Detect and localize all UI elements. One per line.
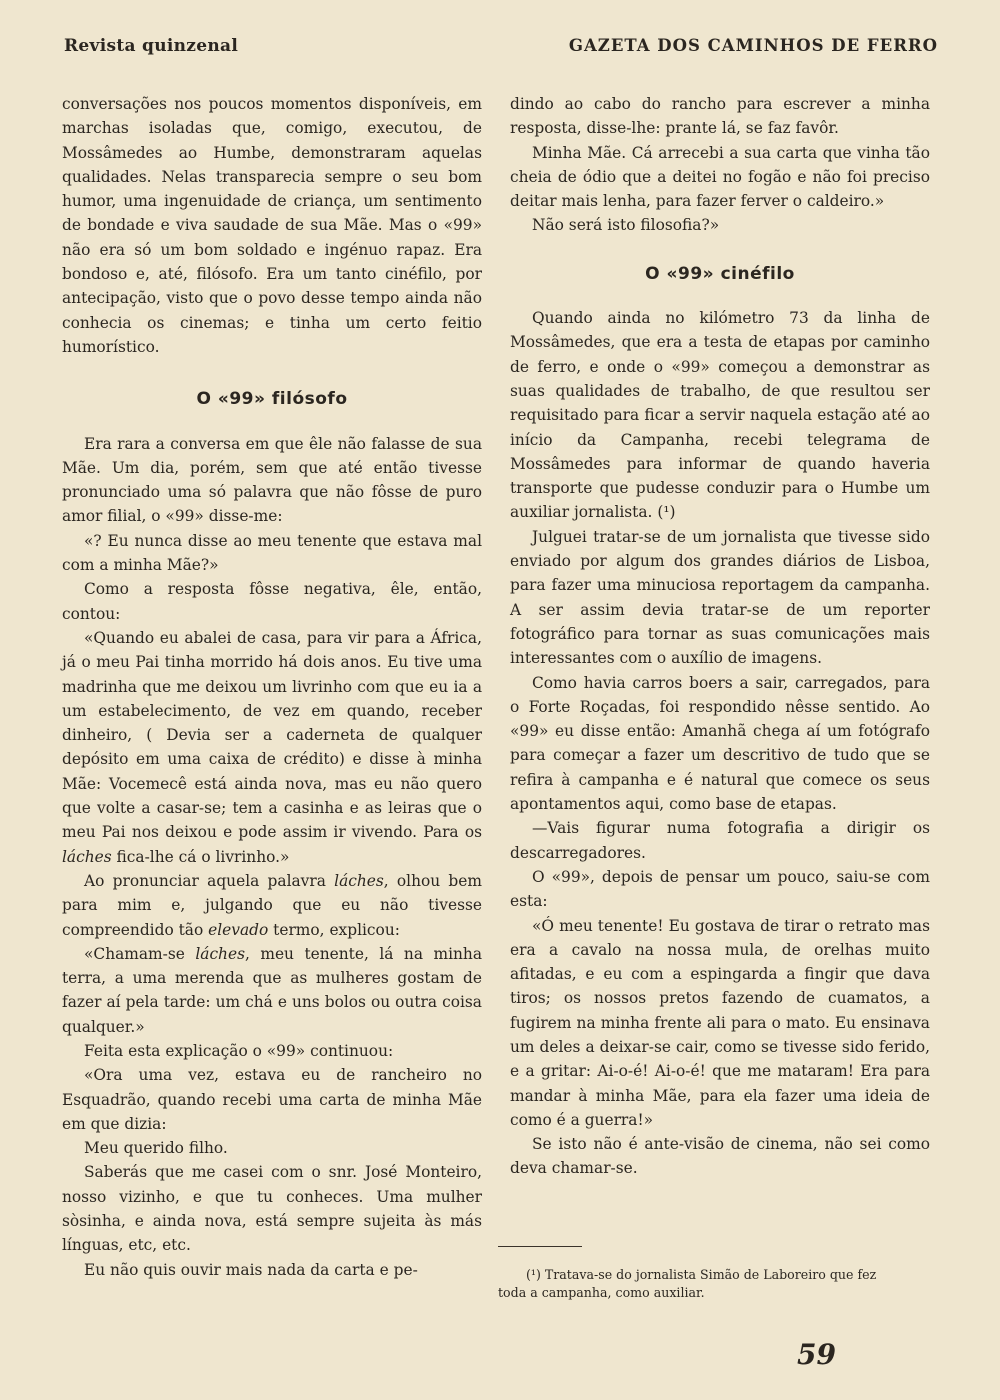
paragraph-continued: dindo ao cabo do rancho para escrever a minha resposta, disse-lhe: prante lá, se faz favôr. <box>510 95 930 138</box>
paragraph: «Ora uma vez, estava eu de rancheiro no Esquadrão, quando recebi uma carta de minha Mãe em que dizia: <box>62 1066 482 1133</box>
paragraph: Meu querido filho. <box>84 1139 228 1158</box>
paragraph: Eu não quis ouvir mais nada da carta e pe- <box>84 1260 418 1279</box>
paragraph-intro: conversações nos poucos momentos disponíveis, em marchas isoladas que, comigo, executou, de Mossâmedes ao Humbe, demonstraram aquelas qualidades. Nelas transparecia sempre o seu bom humor, uma ingenuidade de criança, um sentimento de bondade e viva saudade de sua Mãe. Mas o «99» não era só um bom soldado e ingénuo rapaz. Era bondoso e, até, filósofo. Era um tanto cinéfilo, por antecipação, visto que o povo desse tempo ainda não conhecia os cinemas; e tinha um certo feitio humorístico. <box>62 95 482 356</box>
header-left: Revista quinzenal <box>64 36 239 56</box>
paragraph: «? Eu nunca disse ao meu tenente que estava mal com a minha Mãe?» <box>62 531 482 575</box>
header-right: GAZETA DOS CAMINHOS DE FERRO <box>568 36 938 55</box>
left-column <box>62 92 482 1282</box>
footnote-line: (¹) Tratava-se do jornalista Simão de Laboreiro que fez <box>526 1267 877 1282</box>
footnote <box>498 1266 928 1302</box>
paragraph: «Chamam-se láches, meu tenente, lá na minha terra, a uma merenda que as mulheres gostam de fazer aí pela tarde: um chá e uns bolos ou outra coisa qualquer.» <box>62 944 482 1036</box>
footnote-line: toda a campanha, como auxiliar. <box>498 1285 705 1300</box>
paragraph: «Ó meu tenente! Eu gostava de tirar o retrato mas era a cavalo na nossa mula, de orelhas muito afitadas, e eu com a espingarda a fingir que dava tiros; os nossos pretos fazendo de cuamatos, a fugirem na minha frente ali para o mato. Eu ensinava um deles a deixar-se cair, como se tivesse sido ferido, e a gritar: Ai-o-é! Ai-o-é! que me mataram! Era para mandar à minha Mãe, para ela fazer uma ideia de como é a guerra!» <box>510 916 930 1129</box>
paragraph: Como a resposta fôsse negativa, êle, então, contou: <box>62 580 482 623</box>
paragraph: Feita esta explicação o «99» continuou: <box>84 1041 394 1060</box>
paragraph: Era rara a conversa em que êle não falasse de sua Mãe. Um dia, porém, sem que até então tivesse pronunciado uma só palavra que não fôsse de puro amor filial, o «99» disse-me: <box>62 434 482 526</box>
paragraph: Se isto não é ante-visão de cinema, não sei como deva chamar-se. <box>510 1135 930 1178</box>
paragraph: O «99», depois de pensar um pouco, saiu-se com esta: <box>510 867 930 911</box>
paragraph: Julguei tratar-se de um jornalista que tivesse sido enviado por algum dos grandes diários de Lisboa, para fazer uma minuciosa reportagem da campanha. A ser assim devia tratar-se de um reporter fotográfico para tornar as suas comunicações mais interessantes com o auxílio de imagens. <box>510 527 930 668</box>
paragraph: Ao pronunciar aquela palavra láches, olhou bem para mim e, julgando que eu não tivesse compreendido tão elevado termo, explicou: <box>62 871 482 939</box>
footnote-rule <box>498 1246 582 1247</box>
page-number: 59 <box>797 1338 836 1371</box>
section-heading-filosofo: O «99» filósofo <box>196 389 348 410</box>
section-heading-cinefilo: O «99» cinéfilo <box>645 263 795 284</box>
paragraph: «Quando eu abalei de casa, para vir para a África, já o meu Pai tinha morrido há dois anos. Eu tive uma madrinha que me deixou um livrinho com que eu ia a um estabelecimento, de vez em quando, receber dinheiro, ( Devia ser a caderneta de qualquer depósito em uma caixa de crédito) e disse à minha Mãe: Vocemecê está ainda nova, mas eu não quero que volte a casar-se; tem a casinha e as leiras que o meu Pai nos deixou e pode assim ir vivendo. Para os láches fica-lhe cá o livrinho.» <box>62 628 482 866</box>
italic-word: láches <box>62 847 112 866</box>
italic-word: láches <box>195 944 245 963</box>
paragraph: Quando ainda no kilómetro 73 da linha de Mossâmedes, que era a testa de etapas por caminho de ferro, e onde o «99» começou a demonstrar as suas qualidades de trabalho, de que resultou ser requisitado para ficar a servir naquela estação até ao início da Campanha, recebi telegrama de Mossâmedes para informar de quando haveria transporte que pudesse conduzir para o Humbe um auxiliar jornalista. (¹) <box>510 309 930 522</box>
paragraph: —Vais figurar numa fotografia a dirigir os descarregadores. <box>510 819 930 862</box>
paragraph: Como havia carros boers a sair, carregados, para o Forte Roçadas, foi respondido nêsse sentido. Ao «99» eu disse então: Amanhã chega aí um fotógrafo para começar a fazer um descritivo de tudo que se refira à campanha e é natural que comece os seus apontamentos aqui, como base de etapas. <box>510 673 930 814</box>
paragraph: Minha Mãe. Cá arrecebi a sua carta que vinha tão cheia de ódio que a deitei no fogão e não foi preciso deitar mais lenha, para fazer ferver o caldeiro.» <box>510 143 930 211</box>
paragraph: Saberás que me casei com o snr. José Monteiro, nosso vizinho, e que tu conheces. Uma mulher sòsinha, e ainda nova, está sempre sujeita às más línguas, etc, etc. <box>62 1163 482 1255</box>
right-column <box>510 92 930 1181</box>
paragraph: Não será isto filosofia?» <box>532 216 720 235</box>
italic-word: elevado <box>208 920 269 939</box>
italic-word: láches <box>334 871 384 890</box>
